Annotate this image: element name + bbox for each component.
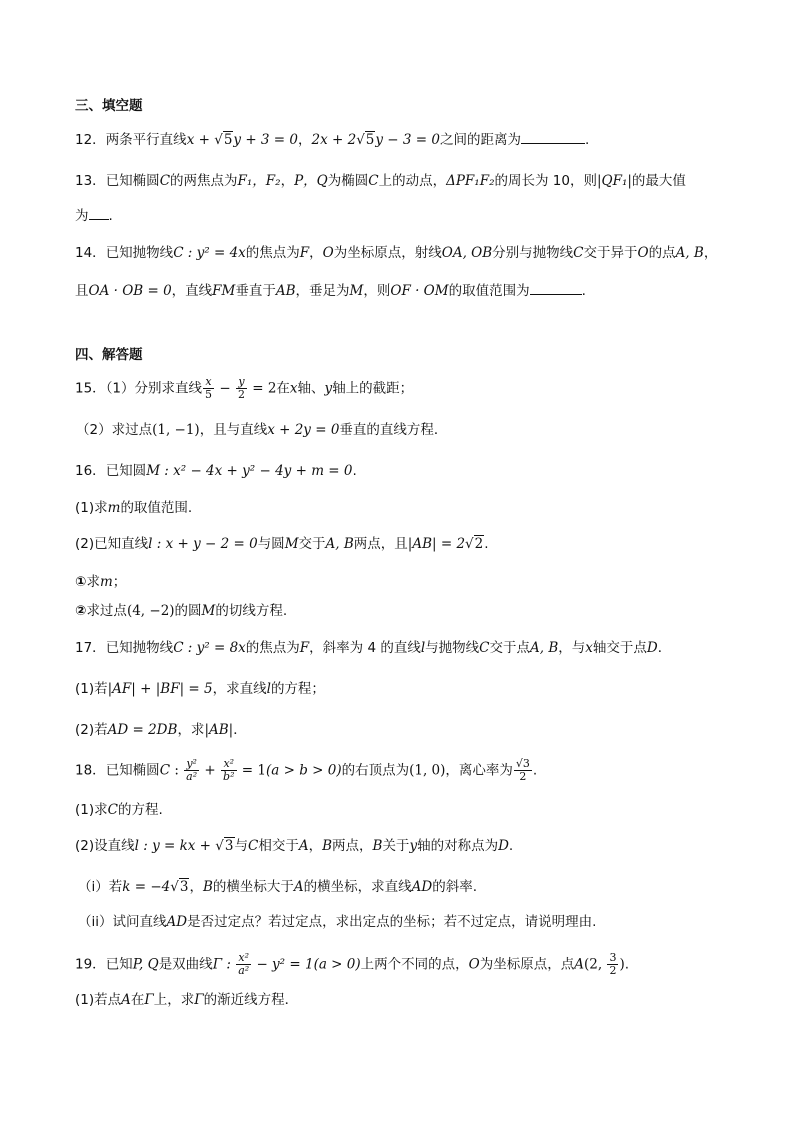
q18-plus: + [200, 762, 221, 779]
q16-p1-b: 的取值范围. [120, 500, 193, 516]
q18-sqrt-rad: 3 [224, 838, 234, 854]
q14-t2: 的焦点为 [245, 245, 300, 261]
q12-text-b: 之间的距离为 [439, 132, 521, 148]
q14-t5: 分别与抛物线 [492, 245, 574, 261]
q18-frac1-d: a² [186, 770, 198, 783]
question-15-part1 [75, 376, 413, 401]
q19-A: A [574, 956, 584, 973]
q17-p2-a: (2)若 [75, 722, 108, 738]
q18-p2-b: 与 [234, 838, 248, 854]
q14-l2-f: 的取值范围为 [448, 283, 530, 299]
q17-F: F [299, 640, 310, 656]
q16-end1: . [352, 463, 357, 479]
q19-pt-b: ) [619, 956, 625, 973]
q19-p1-a: (1)若点 [75, 992, 122, 1008]
q19-frac [236, 952, 251, 977]
q16-c1-a: 求 [86, 574, 100, 590]
q19-PQ: P, Q [132, 956, 159, 973]
q13-triangle: ΔPF₁F₂ [446, 173, 495, 189]
q14-t4: 为坐标原点，射线 [333, 245, 442, 261]
q19-minus-y: − y² = 1 [252, 956, 314, 973]
q13-t2: ， [280, 173, 295, 189]
q18-p1-C: C [107, 802, 118, 818]
q14-l2-e: ，则 [363, 283, 391, 299]
q19-number: 19． [75, 956, 106, 973]
q14-end: . [581, 283, 586, 299]
q14-t1: 已知抛物线 [105, 245, 174, 261]
q12-eq1-a: x + [186, 132, 215, 148]
q13-C: C [159, 173, 171, 189]
q12-eq1 [187, 131, 298, 148]
q18-C: C [159, 762, 171, 779]
q14-O: O [322, 245, 334, 261]
q14-t7: 的点 [648, 245, 676, 261]
q18-A: A [298, 838, 309, 854]
q19-pt-a: (2, [583, 956, 607, 973]
q18-p1-b: 的方程. [117, 802, 163, 818]
q18-sqrt: √3 [215, 838, 234, 854]
q19-Gamma: Γ : [212, 956, 236, 973]
q18-B2: B [372, 838, 383, 854]
q19-p1-Gamma: Γ [144, 992, 154, 1008]
q15-frac1 [203, 376, 214, 401]
q16-p2-d: 两点，且 [353, 536, 408, 552]
q19-O: O [468, 956, 480, 973]
q15-p2-c: 垂直的直线方程． [339, 422, 448, 438]
q18-p2-d: ， [308, 838, 323, 854]
question-16-sub1 [75, 572, 126, 592]
question-18-sub-i [78, 877, 477, 897]
q18-cond: (a > b > 0) [265, 762, 342, 779]
question-18-part1 [75, 800, 163, 820]
q17-C: C [479, 640, 490, 656]
q18-ecc-d: 2 [519, 770, 527, 783]
q15-number: 15． [75, 380, 106, 397]
q16-sqrt: √2 [465, 536, 484, 552]
q18-frac2-d: b² [223, 770, 235, 783]
question-14-line1 [75, 243, 717, 263]
question-19-part1 [75, 990, 298, 1010]
q17-parabola: C : y² = 8x [173, 640, 246, 656]
q13-t5: 的周长为 10，则 [494, 173, 597, 189]
q18-number: 18． [75, 762, 106, 779]
q16-c2-b: 的圆 [174, 603, 202, 619]
q14-l2-d: ，垂足为 [295, 283, 350, 299]
q17-p2-b: ，求 [177, 722, 205, 738]
q15-y: y [324, 380, 333, 397]
question-13-line2 [75, 205, 113, 226]
q18-s1-d: 的横坐标，求直线 [303, 879, 412, 895]
q19-p1-c: 上，求 [153, 992, 195, 1008]
q14-l2-b: ，直线 [171, 283, 213, 299]
q16-c2-a: 求过点 [86, 603, 127, 619]
q15-p1-c: 轴、 [297, 380, 325, 397]
q17-p1-c: 的方程； [270, 681, 325, 697]
q18-ecc-n: √3 [515, 757, 530, 770]
question-17-part1 [75, 679, 325, 699]
q19-pt-frac [607, 952, 618, 977]
q15-x: x [289, 380, 298, 397]
q14-t3: ， [309, 245, 323, 261]
q18-B: B [322, 838, 333, 854]
q18-p2-e: 两点， [332, 838, 373, 854]
q18-frac1 [184, 758, 199, 783]
question-16-part2 [75, 534, 489, 554]
q15-line: x + 2y = 0 [267, 422, 340, 438]
q14-F: F [299, 245, 310, 261]
q18-s2-b: 是否过定点？若过定点，求出定点的坐标；若不过定点，请说明理由. [187, 914, 597, 930]
q18-p2-c: 相交于 [258, 838, 299, 854]
q16-m: m [107, 500, 121, 516]
q17-t1: 已知抛物线 [105, 640, 174, 656]
q18-p2-a: (2)设直线 [75, 838, 135, 854]
q18-D: D [498, 838, 509, 854]
q18-s2-AD: AD [166, 914, 188, 930]
q13-PQ: P，Q [294, 173, 328, 189]
q16-pt: (4, −2) [126, 603, 175, 619]
q18-s1-a: （i）若 [78, 879, 123, 895]
q14-dot2: OF · OM [390, 283, 449, 299]
q17-t3: ，斜率为 4 的直线 [309, 640, 421, 656]
question-17-part2 [75, 720, 247, 740]
q13-t3: 为椭圆 [327, 173, 369, 189]
q14-t6: 交于异于 [583, 245, 638, 261]
q14-number: 14． [75, 245, 106, 261]
q17-t2: 的焦点为 [245, 640, 300, 656]
q18-s1-c: 的横坐标大于 [212, 879, 294, 895]
q13-t4: 上的动点， [378, 173, 447, 189]
q12-number: 12． [75, 132, 106, 148]
q13-end: . [108, 208, 113, 224]
q13-C2: C [368, 173, 379, 189]
q15-frac2-d: 2 [237, 388, 245, 401]
q18-ecc [514, 758, 532, 783]
q19-pt-n: 3 [609, 951, 617, 964]
q18-p2-f: 关于 [382, 838, 410, 854]
q14-l2-a: 且 [75, 283, 89, 299]
q14-t8: ， [703, 245, 718, 261]
q17-t7: 轴交于点 [592, 640, 647, 656]
q16-number: 16． [75, 463, 106, 479]
q18-frac2-n: x² [221, 758, 236, 771]
q13-absQF1: |QF₁| [596, 173, 632, 189]
q17-end: ． [657, 640, 672, 656]
question-16-part1 [75, 498, 192, 518]
q16-c2-c: 的切线方程. [215, 603, 288, 619]
q16-p2-b: 与圆 [257, 536, 285, 552]
q15-frac2 [236, 376, 247, 401]
q13-t6: 的最大值 [631, 173, 686, 189]
q18-k: k = −4 [122, 879, 171, 895]
question-18-sub-ii [78, 912, 596, 932]
q15-p2-b: ，且与直线 [199, 422, 268, 438]
q13-number: 13． [75, 173, 106, 189]
q19-frac-n: x² [236, 952, 251, 965]
q16-sqrt-rad: 2 [474, 536, 484, 552]
q14-O2: O [637, 245, 649, 261]
q14-OAOB: OA, OB [441, 245, 493, 261]
q16-p2-c: 交于 [298, 536, 326, 552]
q17-t6: ，与 [558, 640, 586, 656]
q16-absAB: |AB| = 2 [407, 536, 466, 552]
q15-frac1-d: 5 [205, 388, 213, 401]
q15-p1-eq: = 2 [247, 380, 277, 397]
q16-c2-M: M [201, 603, 216, 619]
q17-t5: 交于点 [489, 640, 531, 656]
q12-comma: ， [298, 132, 312, 148]
q17-p1-eq: |AF| + |BF| = 5 [107, 681, 213, 697]
q15-p1-b: 在 [276, 380, 290, 397]
q16-AB: A, B [325, 536, 354, 552]
question-14-line2 [75, 280, 586, 301]
q18-s1-e: 的斜率. [432, 879, 477, 895]
q14-AB: A, B [675, 245, 704, 261]
q15-p1-a: （1）分别求直线 [105, 380, 203, 397]
q17-AB: A, B [530, 640, 559, 656]
q17-p2-eq: AD = 2DB [107, 722, 178, 738]
q15-pt: (1, −1) [152, 422, 200, 438]
q19-t1: 已知 [105, 956, 133, 973]
q13-t1: 的两焦点为 [170, 173, 238, 189]
q18-s1-b: ， [189, 879, 203, 895]
q16-c1-b: ； [112, 574, 127, 590]
q12-answer-blank[interactable] [521, 129, 585, 144]
question-18 [75, 758, 537, 783]
q18-t2: 的右顶点为 [341, 762, 410, 779]
q18-eq: = 1 [237, 762, 266, 779]
q14-dot: OA · OB = 0 [88, 283, 172, 299]
question-16 [75, 461, 357, 481]
q17-p1-l: l [266, 681, 271, 697]
q14-l2-c: 垂直于 [235, 283, 276, 299]
q16-c2-mark: ② [75, 603, 87, 619]
q18-frac1-n: y² [184, 758, 199, 771]
q17-p1-b: ，求直线 [212, 681, 267, 697]
q19-p1-d: 的渐近线方程． [203, 992, 299, 1008]
q17-D: D [646, 640, 658, 656]
question-19 [75, 952, 629, 977]
q18-t3: ，离心率为 [445, 762, 513, 779]
q19-frac-d: a² [238, 964, 250, 977]
q19-p1-A: A [121, 992, 131, 1008]
q18-line: l : y = kx + [134, 838, 216, 854]
q14-AB2: AB [275, 283, 296, 299]
q12-eq1-sqrt: √5 [214, 132, 233, 148]
question-17 [75, 638, 671, 658]
q12-end: . [584, 132, 590, 148]
q18-k-sqrt-rad: 3 [179, 879, 189, 895]
q14-answer-blank[interactable] [530, 280, 582, 295]
question-13-line1 [75, 171, 686, 191]
question-16-sub2 [75, 601, 287, 621]
q15-frac1-n: x [203, 376, 214, 389]
q14-M: M [349, 283, 364, 299]
q18-s1-B: B [202, 879, 213, 895]
section-answer-title: 四、解答题 [75, 347, 143, 363]
section-fill-blank-title: 三、填空题 [75, 98, 143, 114]
q19-t4: 为坐标原点，点 [479, 956, 575, 973]
q19-t2: 是双曲线 [158, 956, 213, 973]
q19-p1-b: 在 [130, 992, 145, 1008]
q16-t1: 已知圆 [105, 463, 147, 479]
q17-number: 17． [75, 640, 106, 656]
q17-p2-abs: |AB| [204, 722, 234, 738]
q15-minus: − [215, 380, 235, 397]
q16-p2-end: . [484, 536, 489, 552]
q18-s1-A: A [293, 879, 304, 895]
q18-vertex: (1, 0) [409, 762, 446, 779]
q18-p2-C: C [248, 838, 259, 854]
q17-x: x [585, 640, 593, 656]
q14-C: C [573, 245, 584, 261]
q15-p1-d: 轴上的截距； [332, 380, 414, 397]
q13-F1F2: F₁，F₂ [237, 173, 281, 189]
q18-end: . [532, 762, 538, 779]
q16-c1-mark: ① [75, 574, 87, 590]
question-18-part2 [75, 836, 513, 856]
q14-parabola: C : y² = 4x [173, 245, 246, 261]
question-15-part2 [76, 420, 447, 440]
q12-eq1-b: y + 3 = 0 [233, 132, 298, 148]
q18-y: y [409, 838, 418, 854]
q16-p2-a: (2)已知直线 [75, 536, 149, 552]
q18-t1: 已知椭圆 [105, 762, 160, 779]
question-12 [75, 129, 589, 150]
q14-FM: FM [212, 283, 236, 299]
q18-s1-AD: AD [411, 879, 433, 895]
q12-eq2-sqrt: √5 [356, 132, 375, 148]
q18-k-sqrt: √3 [170, 879, 189, 895]
q12-text-a: 两条平行直线 [105, 132, 187, 148]
q13-answer-blank[interactable] [89, 205, 109, 220]
q17-l: l [420, 640, 426, 656]
q18-p1-a: (1)求 [75, 802, 108, 818]
q12-eq2-b: y − 3 = 0 [375, 132, 440, 148]
q18-p2-g: 轴的对称点为 [417, 838, 499, 854]
q12-eq2 [312, 131, 440, 148]
q19-end: . [624, 956, 630, 973]
q16-p1-a: (1)求 [75, 500, 108, 516]
q16-circle: M : x² − 4x + y² − 4y + m = 0 [146, 463, 353, 479]
q19-pt-d: 2 [609, 964, 617, 977]
q17-p1-a: (1)若 [75, 681, 108, 697]
q17-t4: 与抛物线 [425, 640, 480, 656]
q18-frac2 [221, 758, 236, 783]
q16-M: M [284, 536, 299, 552]
q16-c1-m: m [99, 574, 113, 590]
q15-p2-a: （2）求过点 [76, 422, 153, 438]
q18-p2-end: . [508, 838, 514, 854]
q13-t0: 已知椭圆 [105, 173, 160, 189]
q18-s2-a: （ii）试问直线 [78, 914, 167, 930]
q16-line: l : x + y − 2 = 0 [148, 536, 258, 552]
q12-eq2-rad: 5 [365, 132, 375, 148]
q19-t3: 上两个不同的点， [360, 956, 469, 973]
q19-p1-Gamma2: Γ [194, 992, 204, 1008]
q18-colon: : [170, 762, 184, 779]
q13-line2: 为 [75, 208, 89, 224]
q17-p2-end: ． [233, 722, 247, 738]
q19-cond: (a > 0) [313, 956, 361, 973]
q15-frac2-n: y [236, 376, 247, 389]
q12-eq1-rad: 5 [223, 132, 233, 148]
q12-eq2-a: 2x + 2 [311, 132, 357, 148]
